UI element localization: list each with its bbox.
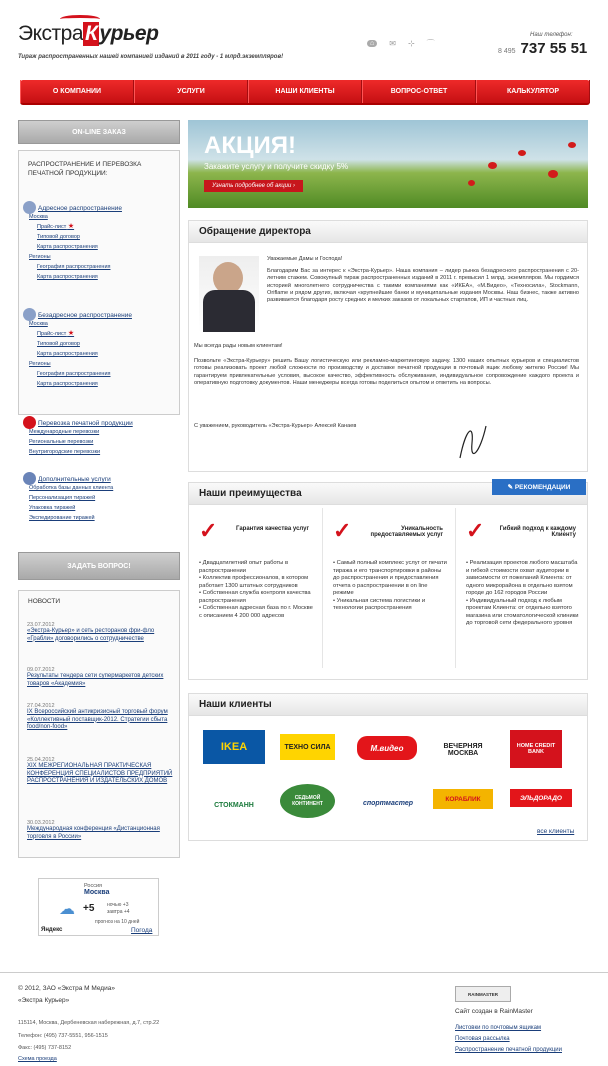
- news-link[interactable]: «Экстра-Курьер» и сеть ресторанов фри-фло «Грабли» договорились о сотрудничестве: [27, 628, 155, 642]
- banner-subtitle: Закажите услугу и получите скидку 5%: [204, 162, 349, 171]
- director-heading: Обращение директора: [189, 221, 587, 243]
- promo-banner[interactable]: [188, 120, 588, 208]
- banner-button[interactable]: Узнать подробнее об акции ›: [204, 180, 303, 192]
- list-item[interactable]: Региональные перевозки: [29, 439, 94, 445]
- section-transport: [23, 420, 133, 457]
- list-item[interactable]: Упаковка тиражей: [29, 505, 76, 511]
- header-icons: [367, 38, 435, 49]
- weather-forecast[interactable]: прогноз на 10 дней: [95, 919, 140, 925]
- section-title-addressed[interactable]: Адресное распространение: [23, 205, 122, 212]
- sitemap-icon[interactable]: ⊹: [407, 39, 415, 48]
- logo-text-part3: урьер: [99, 22, 159, 45]
- news-item: [27, 667, 177, 688]
- star-icon: ★: [67, 223, 75, 230]
- ask-question-button[interactable]: ЗАДАТЬ ВОПРОС!: [18, 552, 180, 580]
- poppy-decoration: [518, 150, 526, 156]
- yandex-logo: Яндекс: [41, 927, 63, 933]
- advantage-list: • Самый полный комплекс услуг от печати тиража и его транспортировки в районы до распространения и предоставления отчета о распространении в on line режиме • Уникальная система логистики и технологии распространения: [333, 560, 447, 611]
- list-item[interactable]: Международные перевозки: [29, 429, 100, 435]
- list-item[interactable]: Внутригородские перевозки: [29, 449, 101, 455]
- all-clients-link[interactable]: все клиенты: [537, 828, 575, 835]
- section-unaddressed: [23, 312, 132, 389]
- director-paragraph-1: Благодарим Вас за интерес к «Экстра-Курьер». Наша компания – лидер рынка безадресного распространения с 20-летним стажем. Совокупный тираж распространенных изданий в 2011 г. превысил 1 млрд. экземпляров. Мы гордимся историей многолетнего сотрудничества с такими компаниями как «ИКЕА», «М.Видео», «Техносила», Stockmann, Oriflame и рядом других, включая «крупнейшие банки и муниципальные издания Москвы. Наш бизнес, также активно развивается благодаря росту средних и мелких заказов от локальных стартапов, ИП и частных лиц.: [267, 268, 579, 304]
- footer-fax: Факс: (495) 737-8152: [18, 1045, 72, 1051]
- weather-region: Россия: [84, 883, 103, 889]
- weather-city: Москва: [84, 889, 110, 896]
- site-logo[interactable]: [18, 20, 158, 48]
- phone-code: 8 495: [498, 48, 516, 55]
- menu-item-clients[interactable]: НАШИ КЛИЕНТЫ: [248, 80, 362, 103]
- news-item: [27, 820, 177, 841]
- menu-item-services[interactable]: УСЛУГИ: [134, 80, 248, 103]
- truck-icon: [23, 416, 36, 429]
- advantage-title: Гарантия качества услуг: [236, 526, 309, 532]
- list-item[interactable]: Регионы: [29, 254, 51, 260]
- client-logo-korablik[interactable]: КОРАБЛИК: [433, 789, 493, 809]
- footer-link[interactable]: Листовки по почтовым ящикам: [455, 1025, 542, 1031]
- director-photo: [199, 256, 259, 332]
- news-link[interactable]: Международная конференция «Дистанционная торговля в России»: [27, 826, 160, 840]
- map-link[interactable]: Схема проезда: [18, 1056, 57, 1062]
- list-item[interactable]: География распространения: [37, 264, 111, 270]
- client-logo-mvideo[interactable]: М.видео: [357, 736, 417, 760]
- list-item[interactable]: Москва: [29, 321, 48, 327]
- client-logo-eldorado[interactable]: ЭЛЬДОРАДО: [510, 789, 572, 807]
- list-item[interactable]: Прайс-лист ★: [37, 223, 75, 230]
- advantages-heading: Наши преимущества: [189, 483, 587, 505]
- footer-copyright: © 2012, ЗАО «Экстра М Медиа»: [18, 985, 115, 992]
- advantage-title: Уникальность предоставляемых услуг: [370, 526, 443, 538]
- news-date: 25.04.2012: [27, 757, 55, 763]
- mail-icon[interactable]: ✉: [389, 39, 396, 48]
- signature-image: [452, 418, 492, 466]
- footer-phone: Телефон: (495) 737-5551, 956-1515: [18, 1033, 108, 1039]
- list-item[interactable]: Карта распространения: [37, 244, 98, 250]
- weather-widget[interactable]: [38, 878, 159, 936]
- rainmaster-badge[interactable]: RAINMASTER: [455, 986, 511, 1002]
- advantage-list: • Двадцатилетний опыт работы в распространении • Коллектив профессионалов, в котором работает 1300 штатных сотрудников • Собственная служба контроля качества распространения • Собственная адресная база по г. Москве с описанием 4 200 000 адресов: [199, 560, 313, 619]
- list-item[interactable]: Прайс-лист ★: [37, 330, 75, 337]
- news-link[interactable]: Результаты тендера сети супермаркетов детских товаров «Академия»: [27, 673, 164, 687]
- section-title-extra[interactable]: Дополнительные услуги: [23, 476, 113, 483]
- footer-link[interactable]: Почтовая рассылка: [455, 1036, 510, 1042]
- news-heading: НОВОСТИ: [28, 598, 61, 605]
- main-menu: [20, 80, 590, 105]
- client-logo-stockmann[interactable]: СТОКМАНН: [214, 801, 254, 809]
- phone-number: 737 55 51: [520, 40, 588, 57]
- poppy-decoration: [488, 162, 497, 169]
- list-item[interactable]: Карта распространения: [37, 351, 98, 357]
- client-logo-ikea[interactable]: IKEA: [203, 730, 265, 764]
- tagline: Тираж распространенных нашей компанией изданий в 2011 году - 1 млрд.экземпляров!: [18, 54, 284, 60]
- news-date: 09.07.2012: [27, 667, 55, 673]
- list-item[interactable]: Типовой договор: [37, 341, 80, 347]
- list-item[interactable]: Москва: [29, 214, 48, 220]
- lock-icon[interactable]: ⌒: [426, 39, 435, 48]
- star-icon: ★: [67, 330, 75, 337]
- recommendations-button[interactable]: ✎ РЕКОМЕНДАЦИИ: [492, 479, 586, 495]
- checkmark-icon: ✓: [333, 518, 352, 543]
- documents-icon: [23, 472, 36, 485]
- cloud-icon: ☁: [59, 901, 75, 918]
- logo-text-part2: К: [85, 22, 98, 45]
- menu-item-faq[interactable]: ВОПРОС-ОТВЕТ: [362, 80, 476, 103]
- weather-night: ночью +3: [107, 902, 129, 908]
- clients-heading: Наши клиенты: [189, 694, 587, 716]
- footer-link[interactable]: Распространение печатной продукции: [455, 1047, 562, 1053]
- director-greeting: Уважаемые Дамы и Господа!: [267, 256, 343, 262]
- phone-label: Наш телефон:: [530, 32, 573, 38]
- list-item[interactable]: Персонализация тиражей: [29, 495, 96, 501]
- director-signature-text: С уважением, руководитель «Экстра-Курьер» Алексей Канаев: [194, 423, 357, 429]
- section-title-unaddressed[interactable]: Безадресное распространение: [23, 312, 132, 319]
- footer-divider: [0, 972, 608, 973]
- advantage-column: [189, 508, 321, 668]
- news-date: 27.04.2012: [27, 703, 55, 709]
- list-item[interactable]: Карта распространения: [37, 274, 98, 280]
- logo-text-part1: Экстра: [18, 22, 83, 45]
- advantage-title: Гибкий подход к каждому Клиенту: [499, 526, 576, 538]
- phone: [498, 40, 587, 57]
- advantage-column: [455, 508, 587, 668]
- list-item[interactable]: География распространения: [37, 371, 111, 377]
- news-link[interactable]: XIX МЕЖРЕГИОНАЛЬНАЯ ПРАКТИЧЕСКАЯ КОНФЕРЕНЦИЯ СПЕЦИАЛИСТОВ ПРЕДПРИЯТИЙ РАСПРОСТРАНЕНИЯ И ИЗДАТЕЛЬСКИХ ДОМОВ: [27, 763, 173, 784]
- home-icon[interactable]: ⌂: [367, 40, 377, 47]
- online-order-button[interactable]: ON-LINE ЗАКАЗ: [18, 120, 180, 144]
- photo-suit: [203, 290, 255, 332]
- footer-brand: «Экстра Курьер»: [18, 997, 70, 1004]
- list-item[interactable]: Карта распространения: [37, 381, 98, 387]
- list-item[interactable]: Экспедирование тиражей: [29, 515, 95, 521]
- news-link[interactable]: IX Всероссийский антикризисный торговый форум «Коллективный поставщик-2012. Стратегии сбыта food/non-food»: [27, 709, 168, 730]
- news-date: 30.03.2012: [27, 820, 55, 826]
- client-logo-vechernyaya-moskva[interactable]: ВЕЧЕРНЯЯ МОСКВА: [443, 743, 483, 757]
- director-paragraph-2: Мы всегда рады новым клиентам!: [194, 343, 283, 349]
- client-logo-tehnosila[interactable]: ТЕХНО СИЛА: [280, 734, 335, 760]
- list-item[interactable]: Типовой договор: [37, 234, 80, 240]
- banner-title: АКЦИЯ!: [204, 132, 297, 159]
- menu-item-calculator[interactable]: КАЛЬКУЛЯТОР: [476, 80, 590, 103]
- section-title-transport[interactable]: Перевозка печатной продукции: [23, 420, 133, 427]
- advantage-list: • Реализация проектов любого масштаба и гибкой стоимости охват аудитории в зависимости от пожеланий Клиента: от одного микрорайона в отдельно взятом городе до 162 городов России • Индивидуальный подход к любым проектам Клиента: от отдельно взятого магазина или стоматологической клиники до торговой сети федерального уровня: [466, 560, 579, 626]
- list-item[interactable]: Обработка базы данных клиента: [29, 485, 114, 491]
- news-item: [27, 757, 177, 786]
- made-by[interactable]: Сайт создан в RainMaster: [455, 1008, 533, 1015]
- advantage-column: [322, 508, 454, 668]
- client-logo-home-credit[interactable]: HOME CREDIT BANK: [510, 730, 562, 768]
- poppy-decoration: [468, 180, 475, 186]
- section-addressed: [23, 205, 122, 282]
- client-logo-sportmaster[interactable]: спортмастер: [362, 799, 414, 807]
- section-extra: [23, 476, 113, 523]
- weather-link[interactable]: Погода: [131, 927, 153, 934]
- news-item: [27, 703, 177, 732]
- news-date: 23.07.2012: [27, 622, 55, 628]
- weather-tomorrow: завтра +4: [107, 909, 130, 915]
- director-paragraph-3: Позвольте «Экстра-Курьеру» решить Вашу логистическую или рекламно-маркетинговую задачу. 1300 наших опытных курьеров и специалистов готовы реализовать проект любой сложности по производству и доставке печатной продукции в почтовый ящик любому жителю России! Мы гарантируем привлекательные условия, высокое качество, эффективность обслуживания, индивидуальное сопровождение каждого проекта и оперативную подготовку документов. Наши менеджеры всегда готовы поделиться опытом и ответить на вопросы.: [194, 358, 579, 386]
- people-icon: [23, 201, 36, 214]
- checkmark-icon: ✓: [199, 518, 218, 543]
- poppy-decoration: [568, 142, 576, 148]
- services-heading: РАСПРОСТРАНЕНИЕ И ПЕРЕВОЗКА ПЕЧАТНОЙ ПРОДУКЦИИ:: [28, 161, 142, 177]
- footer-address: 115114, Москва, Дербеневская набережная, д.7, стр.22: [18, 1020, 160, 1026]
- weather-temp: +5: [83, 903, 95, 914]
- people-icon: [23, 308, 36, 321]
- news-item: [27, 622, 177, 643]
- menu-item-about[interactable]: О КОМПАНИИ: [20, 80, 134, 103]
- checkmark-icon: ✓: [466, 518, 485, 543]
- client-logo-7-kontinent[interactable]: СЕДЬМОЙ КОНТИНЕНТ: [280, 784, 335, 818]
- poppy-decoration: [548, 170, 558, 178]
- list-item[interactable]: Регионы: [29, 361, 51, 367]
